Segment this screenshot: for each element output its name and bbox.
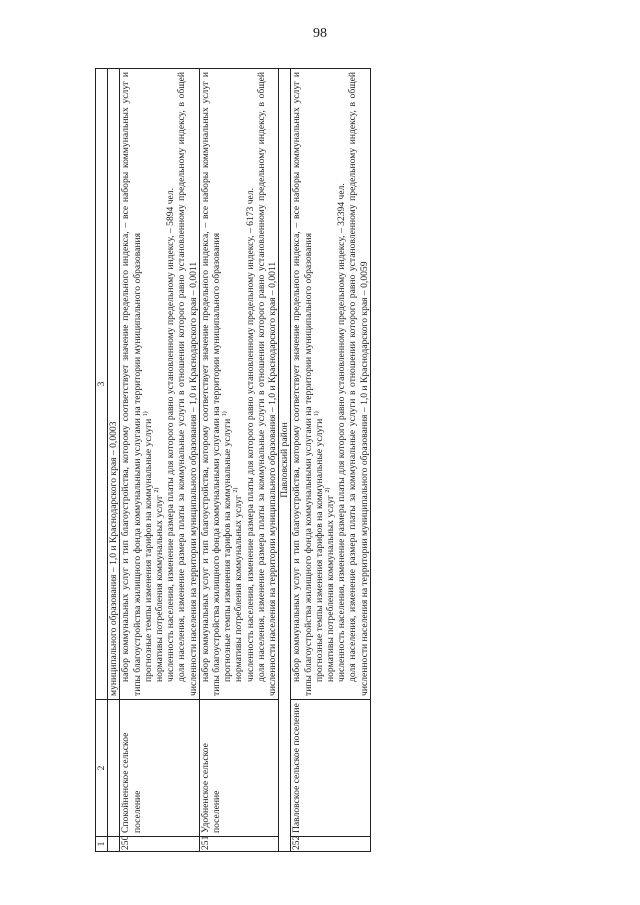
continuation-text: муниципального образования – 1,0 и Краснодарского края – 0,0003 bbox=[108, 69, 120, 700]
row-number: 251 bbox=[199, 837, 278, 852]
detail-tariffs: прогнозные темпы изменения тарифов на коммунальные услуги bbox=[142, 418, 154, 682]
footnote-mark: 2) bbox=[153, 487, 160, 493]
detail-services: набор коммунальных услуг и тип благоустройства, которому соответствует значение предельного индекса, – все наборы коммунальных услуг и типы благоустройства жилищного фонда коммунальными услугами на территории муниципального образования bbox=[120, 72, 143, 696]
settlement-name: Спокойненское сельское поселение bbox=[120, 700, 199, 837]
district-row bbox=[279, 69, 291, 852]
row-details bbox=[199, 69, 278, 700]
table-row bbox=[291, 69, 370, 852]
footnote-mark: 1) bbox=[142, 411, 149, 417]
detail-services: набор коммунальных услуг и тип благоустройства, которому соответствует значение предельного индекса, – все наборы коммунальных услуг и типы благоустройства жилищного фонда коммунальными услугами на территории муниципального образования bbox=[291, 72, 314, 696]
footnote-mark: 2) bbox=[324, 487, 331, 493]
header-row bbox=[96, 69, 108, 852]
page-number: 98 bbox=[313, 26, 327, 41]
settlement-name: Удобненское сельское поселение bbox=[199, 700, 278, 837]
detail-norms: нормативы потребления коммунальных услуг bbox=[325, 495, 337, 682]
detail-population: численность населения, изменение размера платы для которого равно установленному предельному индексу, – 32394 чел. bbox=[336, 183, 348, 682]
header-col-3: 3 bbox=[96, 69, 108, 700]
rotated-table-container bbox=[95, 68, 590, 852]
header-col-1: 1 bbox=[96, 837, 108, 852]
row-number: 250 bbox=[120, 837, 199, 852]
header-col-2: 2 bbox=[96, 700, 108, 837]
table-row bbox=[120, 69, 199, 852]
footnote-mark: 2) bbox=[233, 487, 240, 493]
detail-norms: нормативы потребления коммунальных услуг bbox=[154, 495, 166, 682]
row-number: 252 bbox=[291, 837, 370, 852]
detail-share: доля населения, изменение размера платы за коммунальные услуги в отношении которого равно установленному предельному индексу, в общей численности населения на территории муниципального образования – 1,0 и Краснодарского края – 0,0011 bbox=[255, 72, 279, 696]
tariff-table bbox=[95, 68, 371, 852]
detail-services: набор коммунальных услуг и тип благоустройства, которому соответствует значение предельного индекса, – все наборы коммунальных услуг и типы благоустройства жилищного фонда коммунальными услугами на территории муниципального образования bbox=[199, 72, 223, 696]
footnote-mark: 1) bbox=[313, 411, 320, 417]
footnote-mark: 1) bbox=[222, 411, 229, 417]
continuation-row bbox=[108, 69, 120, 852]
row-details bbox=[120, 69, 199, 700]
detail-tariffs: прогнозные темпы изменения тарифов на коммунальные услуги bbox=[313, 418, 325, 682]
district-heading: Павловский район bbox=[279, 69, 291, 852]
table-row bbox=[199, 69, 278, 852]
detail-population: численность населения, изменение размера платы для которого равно установленному предельному индексу, – 5894 чел. bbox=[165, 188, 177, 682]
detail-population: численность населения, изменение размера платы для которого равно установленному предельному индексу, – 6173 чел. bbox=[244, 188, 256, 682]
detail-tariffs: прогнозные темпы изменения тарифов на коммунальные услуги bbox=[222, 418, 234, 682]
detail-share: доля населения, изменение размера платы за коммунальные услуги в отношении которого равно установленному предельному индексу, в общей численности населения на территории муниципального образования – 1,0 и Краснодарского края – 0,0011 bbox=[176, 72, 199, 696]
row-details bbox=[291, 69, 370, 700]
detail-share: доля населения, изменение размера платы за коммунальные услуги в отношении которого равно установленному предельному индексу, в общей численности населения на территории муниципального образования – 1,0 и Краснодарского края – 0,0059 bbox=[347, 72, 370, 696]
detail-norms: нормативы потребления коммунальных услуг bbox=[233, 495, 245, 682]
settlement-name: Павловское сельское поселение bbox=[291, 700, 370, 837]
